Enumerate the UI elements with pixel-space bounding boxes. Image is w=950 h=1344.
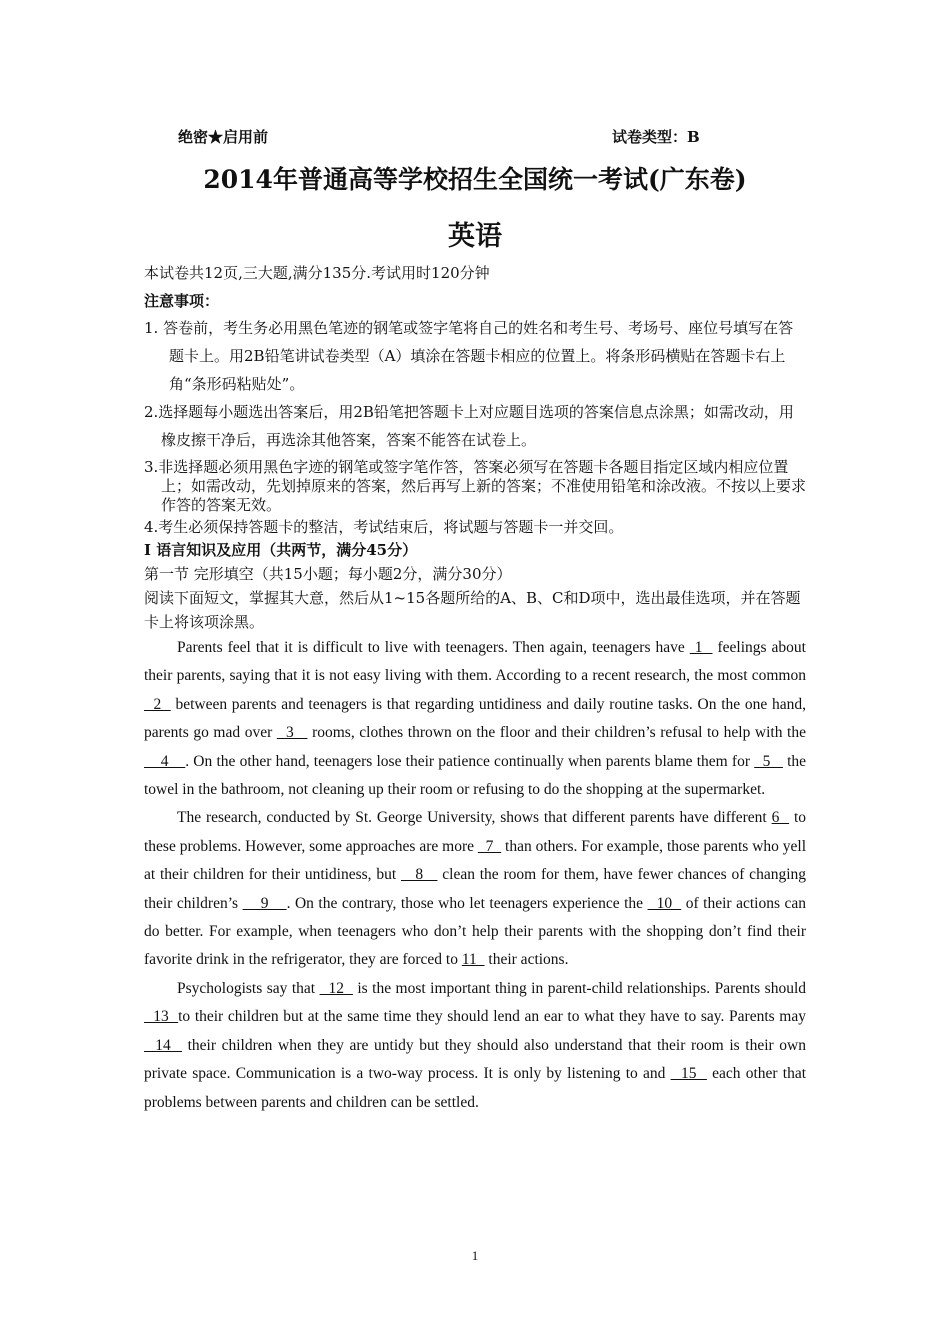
exam-title: 2014年普通高等学校招生全国统一考试(广东卷) — [203, 165, 747, 194]
blank-1: 1 — [689, 639, 713, 656]
notice-list — [144, 314, 806, 537]
passage-paragraph-2: The research, conducted by St. George University, shows that different parents have different 6 to these problems. However, some approaches are more 7 than others. For example, those parents who yell at their children for their untidiness, but 8 clean the room for them, have fewer chances of changing their children’s 9 . On the contrary, those who let teenagers experience the 10 of their actions can do better. For example, when teenagers who don’t help their parents with the shopping don’t find their favorite drink in the refrigerator, they are forced to 11 their actions. — [144, 809, 807, 969]
passage-paragraph-3: Psychologists say that 12 is the most important thing in parent-child relationships. Parents should 13 to their children but at the same time they should lend an ear to what they have to say. Parents may 14 their children when they are untidy but they should also understand that their room is their own private space. Communication is a two-way process. It is only by listening to and 15 each other that problems between parents and children can be settled. — [144, 979, 807, 1111]
blank-13: 13 — [144, 1008, 179, 1026]
cloze-passage — [144, 634, 806, 1117]
blank-3: 3 — [276, 724, 308, 742]
passage-paragraph-1: Parents feel that it is difficult to live with teenagers. Then again, teenagers have 1 feelings about their parents, saying that it is not easy living with them. According to a recent research, the most common 2 between parents and teenagers is that regarding untidiness and daily routine tasks. On the one hand, parents go mad over 3 rooms, clothes thrown on the floor and their children’s refusal to help with the 4 . On the other hand, teenagers lose their patience continually when parents blame them for 5 the towel in the bathroom, not cleaning up their room or refusing to do the shopping at the supermarket. — [144, 639, 807, 799]
blank-15: 15 — [670, 1065, 707, 1083]
blank-14: 14 — [144, 1036, 182, 1054]
exam-intro: 本试卷共12页,三大题,满分135分.考试用时120分钟 — [144, 264, 490, 282]
paper-type-label: 试卷类型：B — [612, 128, 700, 146]
blank-8: 8 — [400, 866, 438, 884]
notice-item: 3.非选择题必须用黑色字迹的钢笔或签字笔作答，答案必须写在答题卡各题目指定区域内相应位置上；如需改动，先划掉原来的答案，然后再写上新的答案；不准使用铅笔和涂改液。不按以上要求作答的答案无效。 — [144, 458, 807, 514]
blank-7: 7 — [477, 837, 502, 855]
blank-5: 5 — [754, 752, 783, 770]
blank-6: 6 — [771, 809, 790, 827]
confidential-label: 绝密★启用前 — [178, 128, 269, 146]
blank-2: 2 — [144, 695, 171, 713]
subject-title: 英语 — [448, 221, 502, 252]
part-heading: 第一节 完形填空（共15小题；每小题2分，满分30分） — [144, 565, 512, 583]
blank-11: 11 — [461, 951, 485, 969]
notice-item: 2.选择题每小题选出答案后，用2B铅笔把答题卡上对应题目选项的答案信息点涂黑；如需改动，用橡皮擦干净后，再选涂其他答案，答案不能答在试卷上。 — [144, 403, 794, 449]
blank-12: 12 — [319, 979, 353, 997]
notice-item: 1. 答卷前，考生务必用黑色笔迹的钢笔或签字笔将自己的姓名和考生号、考场号、座位号填写在答题卡上。用2B铅笔讲试卷类型（A）填涂在答题卡相应的位置上。将条形码横贴在答题卡右上角“条形码粘贴处”。 — [144, 319, 794, 393]
blank-10: 10 — [647, 894, 682, 912]
notice-item: 4.考生必须保持答题卡的整洁，考试结束后，将试题与答题卡一并交回。 — [144, 518, 624, 536]
notice-heading: 注意事项： — [144, 292, 220, 310]
page-number: 1 — [471, 1248, 479, 1263]
blank-9: 9 — [242, 894, 287, 912]
instruction-text: 阅读下面短文，掌握其大意，然后从1~15各题所给的A、B、C和D项中，选出最佳选项，并在答题卡上将该项涂黑。 — [144, 589, 801, 631]
blank-4: 4 — [144, 752, 186, 770]
section-heading: I 语言知识及应用（共两节，满分45分） — [144, 541, 418, 559]
